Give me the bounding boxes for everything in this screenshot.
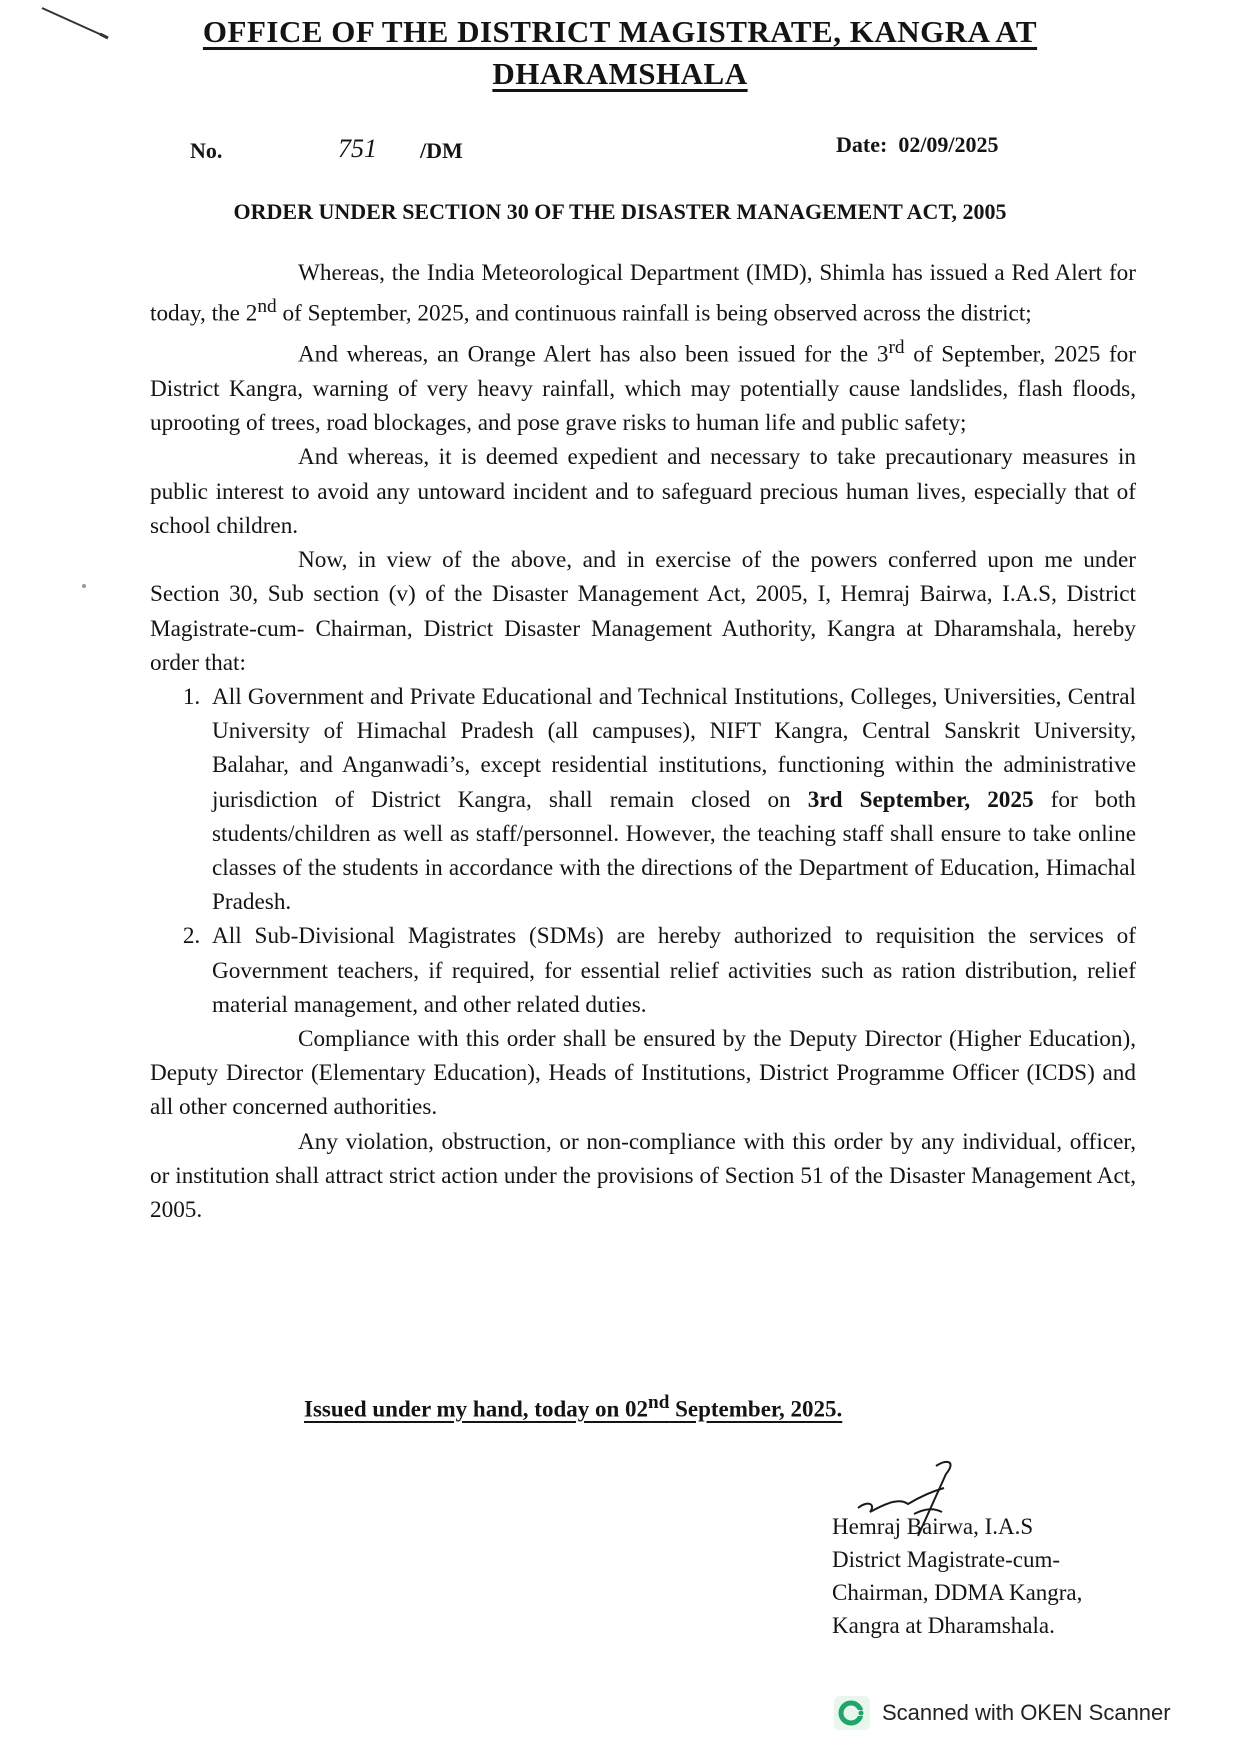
paragraph-compliance: Compliance with this order shall be ensured by the Deputy Director (Higher Education), Deputy Director (Elementary Education), Heads of Institutions, District Programme Officer (ICDS) and all other concerned authorities. bbox=[150, 1025, 1136, 1121]
office-heading-location: DHARAMSHALA bbox=[492, 56, 748, 91]
oken-logo-icon bbox=[834, 1696, 870, 1730]
order-title: ORDER UNDER SECTION 30 OF THE DISASTER MANAGEMENT ACT, 2005 bbox=[233, 199, 1007, 224]
signatory-title-2: Chairman, DDMA Kangra, bbox=[832, 1580, 1083, 1605]
scanner-footer bbox=[834, 1696, 1171, 1730]
signatory-name: Hemraj Bairwa, I.A.S bbox=[832, 1514, 1034, 1539]
signatory-title-3: Kangra at Dharamshala. bbox=[832, 1613, 1055, 1638]
paragraph-red-alert: Whereas, the India Meteorological Department (IMD), Shimla has issued a Red Alert for today, the 2nd of September, 2025, and continuous rainfall is being observed across the district; bbox=[150, 260, 1136, 327]
office-heading: OFFICE OF THE DISTRICT MAGISTRATE, KANGRA AT bbox=[202, 14, 1038, 49]
scan-speck bbox=[82, 584, 86, 588]
reference-suffix: /DM bbox=[420, 138, 463, 163]
reference-no-label: No. bbox=[190, 138, 223, 163]
paragraph-orange-alert: And whereas, an Orange Alert has also been issued for the 3rd of September, 2025 for District Kangra, warning of very heavy rainfall, which may potentially cause landslides, flash floods, uprooting of trees, road blockages, and pose grave risks to human life and public safety; bbox=[150, 337, 1136, 437]
signatory-title-1: District Magistrate-cum- bbox=[832, 1547, 1061, 1572]
closure-date: 3rd September, 2025 bbox=[807, 786, 1034, 813]
scanner-text: Scanned with OKEN Scanner bbox=[882, 1700, 1171, 1725]
order-date bbox=[836, 132, 999, 158]
paragraph-violation: Any violation, obstruction, or non-compliance with this order by any individual, officer, or institution shall attract strict action under the provisions of Section 51 of the Disaster Management Act, 2005. bbox=[150, 1128, 1136, 1223]
reference-number: 751 bbox=[338, 134, 377, 163]
order-clauses bbox=[150, 680, 1136, 1022]
paragraph-precaution: And whereas, it is deemed expedient and necessary to take precautionary measures in public interest to avoid any untoward incident and to safeguard precious human lives, especially that of school children. bbox=[150, 444, 1136, 539]
signature-block bbox=[832, 1510, 1082, 1642]
date-value: 02/09/2025 bbox=[898, 132, 999, 157]
order-body bbox=[150, 256, 1136, 1227]
issued-line: Issued under my hand, today on 02nd September, 2025. bbox=[304, 1392, 843, 1422]
date-label: Date: bbox=[836, 132, 888, 157]
clause-sdm-authority: 2. All Sub-Divisional Magistrates (SDMs) are hereby authorized to requisition the services of Government teachers, if required, for essential relief activities such as ration distribution, relief material management, and other related duties. bbox=[206, 919, 1136, 1022]
clause-closure: 1. All Government and Private Educational and Technical Institutions, Colleges, Universities, Central University of Himachal Pradesh (all campuses), NIFT Kangra, Central Sanskrit University, Balahar, and Anganwadi’s, except residential institutions, functioning within the administrative jurisdiction of District Kangra, shall remain closed on 3rd September, 2025 for both students/children as well as staff/personnel. However, the teaching staff shall ensure to take online classes of the students in accordance with the directions of the Department of Education, Himachal Pradesh. bbox=[206, 680, 1136, 919]
paragraph-powers: Now, in view of the above, and in exercise of the powers conferred upon me under Section 30, Sub section (v) of the Disaster Management Act, 2005, I, Hemraj Bairwa, I.A.S, District Magistrate-cum- Chairman, District Disaster Management Authority, Kangra at Dharamshala, hereby order that: bbox=[150, 547, 1136, 676]
